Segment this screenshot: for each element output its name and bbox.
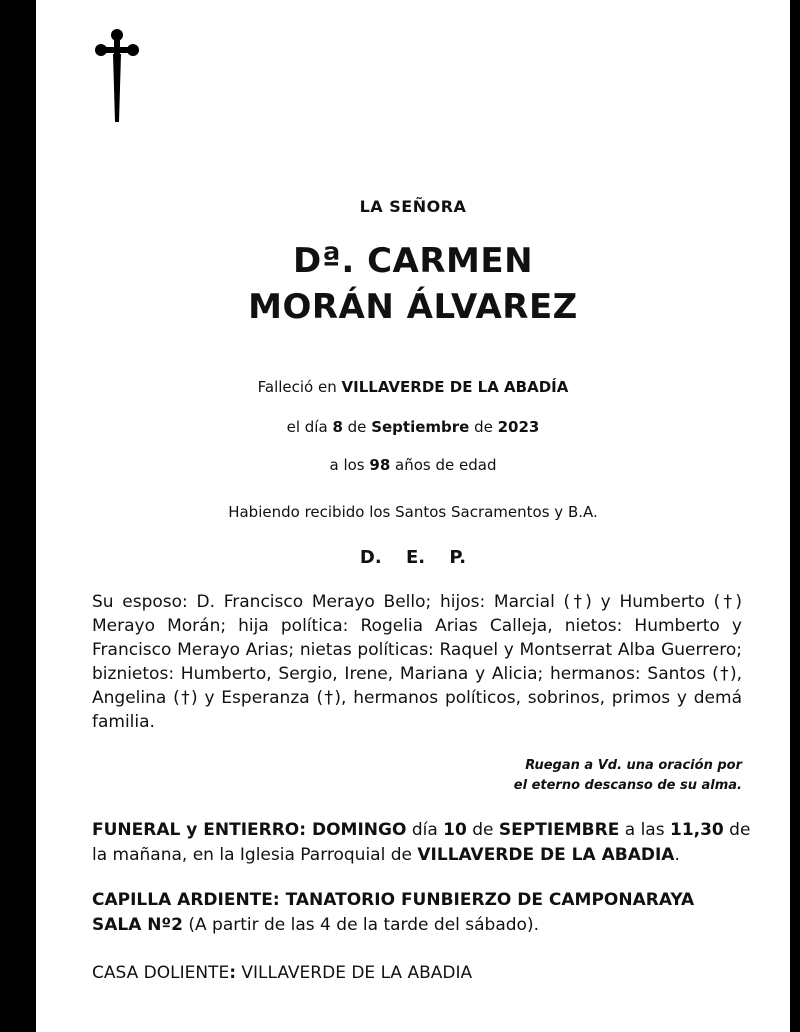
title: LA SEÑORA xyxy=(359,197,467,216)
age: a los 98 años de edad xyxy=(329,456,497,474)
home-info: CASA DOLIENTE: VILLAVERDE DE LA ABADIA xyxy=(92,963,473,983)
funeral-info: FUNERAL y ENTIERRO: DOMINGO día 10 de SEPTIEMBRE a las 11,30 de la mañana, en la Iglesia Parroquial de VILLAVERDE DE LA ABADIA. xyxy=(92,820,751,865)
santiago-cross-icon xyxy=(94,28,140,124)
obituary-page xyxy=(36,0,790,1032)
death-place: Falleció en VILLAVERDE DE LA ABADÍA xyxy=(257,378,569,396)
rip-line: D. E. P. xyxy=(359,547,467,568)
prayer-request xyxy=(514,756,742,796)
family-paragraph: Su esposo: D. Francisco Merayo Bello; hijos: Marcial (†) y Humberto (†) Merayo Morán; hija política: Rogelia Arias Calleja, nietos: Humberto y Francisco Merayo Arias; nietas políticas: Raquel y Montserrat Alba Guerrero; biznietos: Humberto, Sergio, Irene, Mariana y Alicia; hermanos: Santos (†), Angelina (†) y Esperanza (†), hermanos políticos, sobrinos, primos y demá familia. xyxy=(92,592,742,732)
death-place-name: VILLAVERDE DE LA ABADÍA xyxy=(341,378,569,396)
deceased-name xyxy=(36,238,790,330)
prayer-line-2: el eterno descanso de su alma. xyxy=(513,778,742,793)
name-line-1: Dª. CARMEN xyxy=(292,241,534,281)
death-day: 8 xyxy=(332,418,343,436)
death-month: Septiembre xyxy=(371,418,470,436)
age-value: 98 xyxy=(369,456,391,474)
chapel-info: CAPILLA ARDIENTE: TANATORIO FUNBIERZO DE CAMPONARAYA SALA Nº2 (A partir de las 4 de la tarde del sábado). xyxy=(92,890,695,935)
prayer-line-1: Ruegan a Vd. una oración por xyxy=(525,758,742,773)
sacraments-line: Habiendo recibido los Santos Sacramentos y B.A. xyxy=(228,503,598,521)
name-line-2: MORÁN ÁLVAREZ xyxy=(248,287,578,327)
death-year: 2023 xyxy=(497,418,540,436)
death-date: el día 8 de Septiembre de 2023 xyxy=(286,418,540,436)
